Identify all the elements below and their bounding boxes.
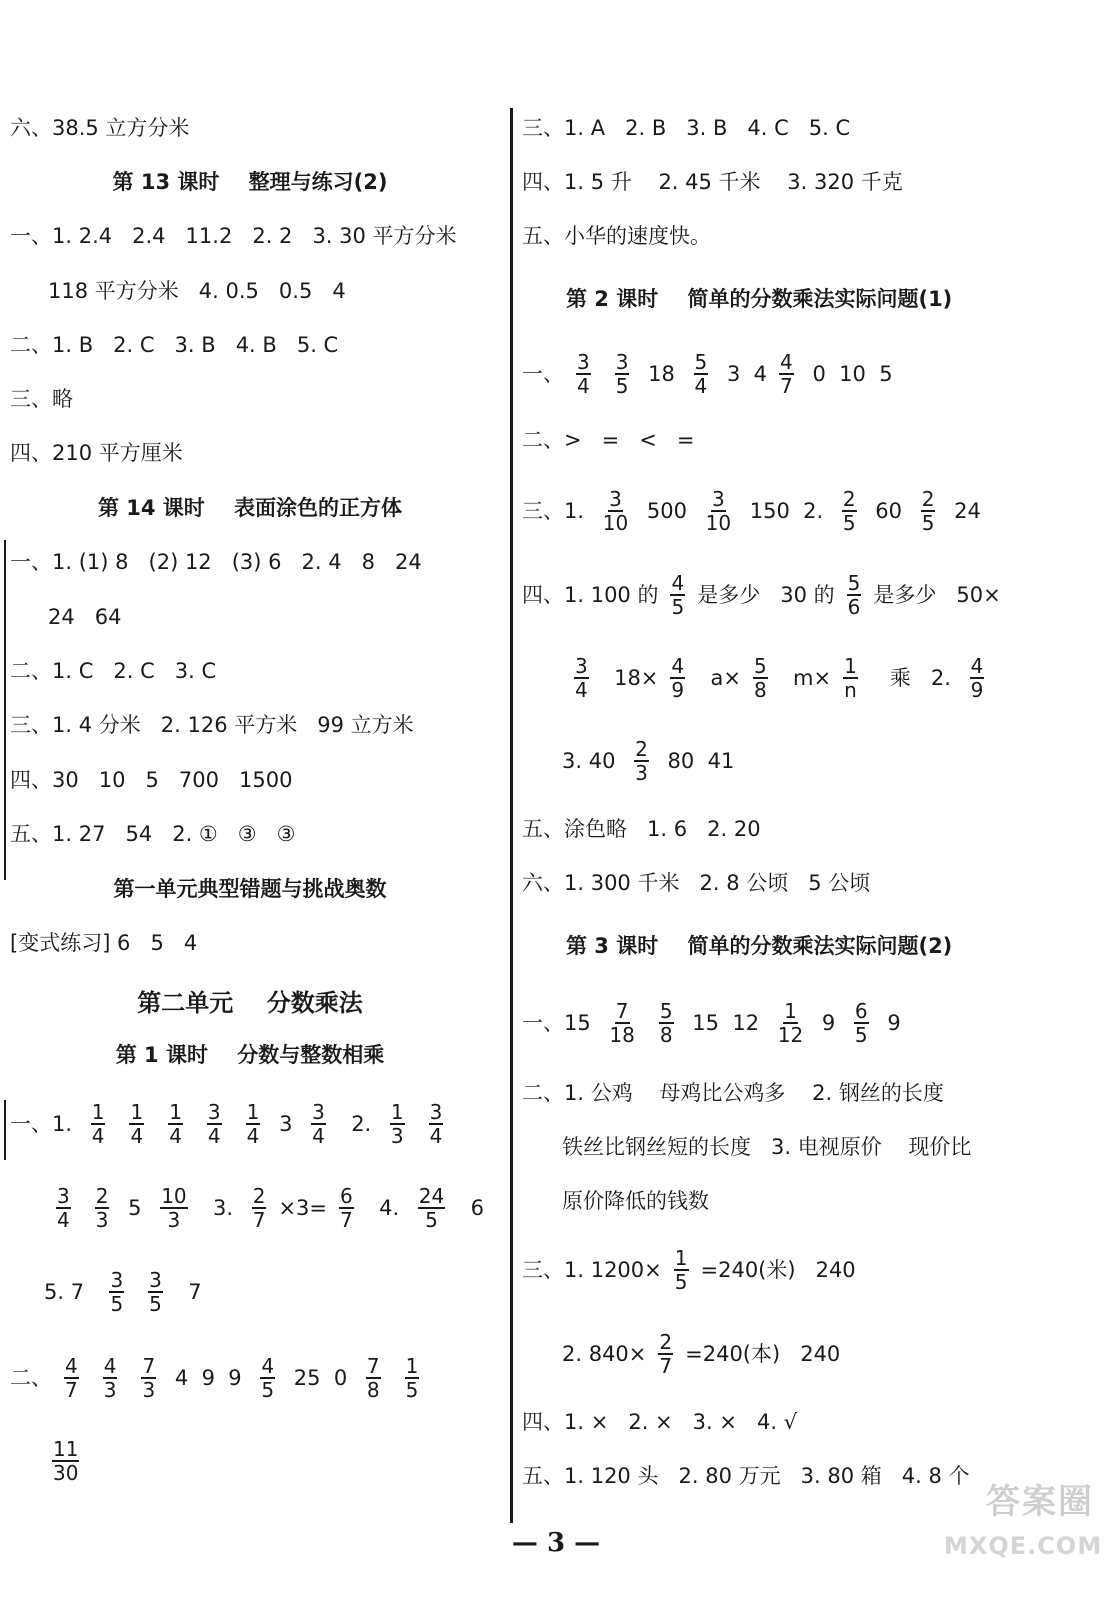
fraction-denominator: 4 bbox=[429, 1124, 443, 1148]
fraction bbox=[311, 1101, 326, 1147]
answer-line bbox=[10, 221, 457, 251]
fraction-numerator: 24 bbox=[418, 1184, 445, 1208]
fraction bbox=[854, 1000, 869, 1046]
answer-line bbox=[522, 1000, 901, 1046]
fraction-denominator: 7 bbox=[780, 374, 793, 398]
fraction bbox=[694, 351, 709, 397]
fraction-numerator: 4 bbox=[970, 654, 984, 678]
answer-line bbox=[562, 655, 996, 701]
fraction bbox=[252, 1185, 267, 1231]
answer-text: 乘 2. bbox=[869, 666, 958, 690]
fraction bbox=[670, 572, 685, 618]
fraction bbox=[674, 1247, 689, 1293]
answer-line bbox=[522, 1461, 970, 1491]
fraction-denominator: 4 bbox=[169, 1124, 182, 1148]
answer-text: 第 1 课时 分数与整数相乘 bbox=[115, 1043, 385, 1067]
fraction-numerator: 3 bbox=[575, 654, 588, 678]
fraction-denominator: 5 bbox=[261, 1378, 275, 1402]
answer-line bbox=[44, 1269, 202, 1315]
answer-text: 9 bbox=[880, 1011, 901, 1035]
fraction bbox=[970, 655, 985, 701]
answer-line bbox=[562, 1331, 840, 1377]
answer-line bbox=[522, 572, 1001, 618]
answer-text: 500 bbox=[640, 499, 694, 523]
fraction-numerator: 4 bbox=[65, 1354, 78, 1378]
answer-text: 一、 bbox=[522, 362, 564, 386]
section-heading bbox=[0, 493, 500, 523]
answer-text: 2. bbox=[337, 1112, 378, 1136]
fraction-numerator: 2 bbox=[659, 1330, 673, 1354]
fraction-numerator: 1 bbox=[169, 1100, 182, 1124]
fraction-numerator: 6 bbox=[340, 1184, 353, 1208]
fraction bbox=[390, 1101, 405, 1147]
answer-line bbox=[522, 1078, 944, 1108]
answer-text: 六、38.5 立方分米 bbox=[10, 116, 190, 140]
fraction bbox=[129, 1101, 144, 1147]
fraction-denominator: 6 bbox=[847, 595, 861, 619]
fraction-denominator: 9 bbox=[970, 678, 984, 702]
fraction bbox=[260, 1355, 275, 1401]
fraction bbox=[576, 351, 591, 397]
fraction-numerator: 1 bbox=[844, 654, 857, 678]
fraction bbox=[574, 655, 589, 701]
fraction bbox=[339, 1185, 354, 1231]
fraction-numerator: 3 bbox=[429, 1100, 443, 1124]
fraction-denominator: 7 bbox=[252, 1208, 266, 1232]
answer-text: 150 2. bbox=[743, 499, 830, 523]
fraction bbox=[56, 1185, 71, 1231]
answer-text: 二、1. 公鸡 母鸡比公鸡多 2. 钢丝的长度 bbox=[522, 1081, 944, 1105]
fraction bbox=[366, 1355, 381, 1401]
answer-text: 二、 bbox=[10, 1366, 52, 1390]
answer-line bbox=[522, 167, 903, 197]
answer-line bbox=[10, 438, 183, 468]
answer-text: 第 13 课时 整理与练习(2) bbox=[112, 170, 388, 194]
watermark-logo bbox=[944, 1474, 1103, 1584]
fraction-denominator: 18 bbox=[609, 1023, 635, 1047]
fraction-denominator: 3 bbox=[103, 1378, 117, 1402]
answer-line bbox=[10, 656, 216, 686]
fraction bbox=[207, 1101, 222, 1147]
fraction-numerator: 5 bbox=[847, 571, 861, 595]
fraction bbox=[64, 1355, 79, 1401]
fraction-denominator: 5 bbox=[110, 1292, 124, 1316]
fraction-denominator: 7 bbox=[659, 1354, 673, 1378]
fraction-denominator: 8 bbox=[753, 678, 767, 702]
section-heading bbox=[0, 874, 500, 904]
fraction bbox=[91, 1101, 106, 1147]
fraction-denominator: 10 bbox=[705, 511, 732, 535]
fraction-numerator: 2 bbox=[252, 1184, 266, 1208]
fraction bbox=[429, 1101, 444, 1147]
answer-text: 第一单元典型错题与挑战奥数 bbox=[113, 877, 387, 901]
answer-line bbox=[566, 284, 952, 314]
answer-text: 24 64 bbox=[48, 605, 122, 629]
fraction-numerator: 2 bbox=[842, 487, 856, 511]
fraction-denominator: 3 bbox=[390, 1124, 404, 1148]
fraction-numerator: 6 bbox=[854, 999, 868, 1023]
fraction bbox=[246, 1101, 261, 1147]
answer-line bbox=[522, 488, 981, 534]
answer-text: 一、1. bbox=[10, 1112, 79, 1136]
fraction-denominator: 5 bbox=[425, 1208, 438, 1232]
fraction-numerator: 1 bbox=[784, 999, 797, 1023]
answer-text: m× bbox=[779, 666, 832, 690]
answer-line bbox=[10, 384, 73, 414]
fraction-numerator: 11 bbox=[53, 1437, 79, 1461]
fraction bbox=[634, 738, 649, 784]
fraction bbox=[753, 655, 768, 701]
answer-text: 三、1. A 2. B 3. B 4. C 5. C bbox=[522, 116, 851, 140]
fraction-numerator: 3 bbox=[609, 487, 622, 511]
answer-text: 是多少 30 的 bbox=[697, 583, 835, 607]
answer-text: 5. 7 bbox=[44, 1280, 98, 1304]
answer-line bbox=[10, 765, 292, 795]
fraction bbox=[148, 1269, 163, 1315]
answer-text: 2. 840× bbox=[562, 1342, 647, 1366]
answer-line bbox=[562, 738, 734, 784]
fraction-numerator: 4 bbox=[780, 350, 793, 374]
answer-text: 3. 40 bbox=[562, 749, 623, 773]
answer-text: 25 0 bbox=[287, 1366, 354, 1390]
fraction-numerator: 3 bbox=[312, 1100, 325, 1124]
fraction-numerator: 3 bbox=[711, 487, 725, 511]
answer-line bbox=[522, 814, 761, 844]
fraction bbox=[659, 1000, 674, 1046]
section-heading bbox=[0, 167, 500, 197]
fraction bbox=[778, 1000, 803, 1046]
fraction-numerator: 5 bbox=[694, 350, 708, 374]
answer-text: 一、15 bbox=[522, 1011, 598, 1035]
fraction-numerator: 7 bbox=[615, 999, 629, 1023]
answer-line bbox=[10, 113, 189, 143]
fraction bbox=[847, 572, 862, 618]
fraction-numerator: 2 bbox=[635, 737, 648, 761]
watermark-url: MXQE.COM bbox=[944, 1532, 1103, 1560]
answer-text: 第二单元 分数乘法 bbox=[137, 989, 363, 1017]
fraction-denominator: 4 bbox=[246, 1124, 260, 1148]
answer-text: 三、略 bbox=[10, 387, 73, 411]
fraction bbox=[52, 1438, 79, 1484]
fraction-denominator: 5 bbox=[149, 1292, 162, 1316]
answer-text: 五、涂色略 1. 6 2. 20 bbox=[522, 817, 761, 841]
answer-text: 三、1. 4 分米 2. 126 平方米 99 立方米 bbox=[10, 713, 414, 737]
answer-text: 一、1. (1) 8 (2) 12 (3) 6 2. 4 8 24 bbox=[10, 550, 422, 574]
fraction-denominator: n bbox=[844, 678, 857, 702]
answer-text: 二、1. B 2. C 3. B 4. B 5. C bbox=[10, 333, 339, 357]
watermark-text: 答案圈 bbox=[986, 1482, 1094, 1522]
column-divider bbox=[510, 108, 513, 1523]
fraction-numerator: 3 bbox=[149, 1268, 162, 1292]
answer-text: 5 bbox=[121, 1196, 149, 1220]
left-margin-mark bbox=[4, 540, 6, 880]
fraction-denominator: 4 bbox=[577, 374, 590, 398]
answer-text: 3 4 bbox=[720, 362, 768, 386]
fraction-numerator: 3 bbox=[615, 350, 629, 374]
answer-text: 三、1. 1200× bbox=[522, 1258, 662, 1282]
answer-line bbox=[10, 710, 414, 740]
fraction-numerator: 2 bbox=[95, 1184, 109, 1208]
answer-text: 第 14 课时 表面涂色的正方体 bbox=[97, 496, 403, 520]
fraction bbox=[603, 488, 628, 534]
fraction bbox=[921, 488, 936, 534]
fraction bbox=[103, 1355, 118, 1401]
answer-text: 四、210 平方厘米 bbox=[10, 441, 183, 465]
answer-line bbox=[10, 928, 197, 958]
fraction-denominator: 5 bbox=[842, 511, 856, 535]
fraction-denominator: 30 bbox=[53, 1461, 79, 1485]
fraction-denominator: 4 bbox=[130, 1124, 144, 1148]
fraction-numerator: 5 bbox=[659, 999, 673, 1023]
answer-text: 铁丝比钢丝短的长度 3. 电视原价 现价比 bbox=[562, 1135, 972, 1159]
answer-text: 第 3 课时 简单的分数乘法实际问题(2) bbox=[566, 934, 953, 958]
fraction-denominator: 12 bbox=[777, 1023, 804, 1047]
answer-line bbox=[10, 1101, 455, 1147]
fraction-denominator: 5 bbox=[921, 511, 935, 535]
fraction bbox=[843, 655, 858, 701]
answer-text: 二、> = < = bbox=[522, 428, 695, 452]
answer-text: 二、1. C 2. C 3. C bbox=[10, 659, 217, 683]
answer-text: 7 bbox=[174, 1280, 202, 1304]
fraction-numerator: 3 bbox=[110, 1268, 124, 1292]
fraction bbox=[658, 1331, 673, 1377]
fraction-denominator: 5 bbox=[674, 1270, 688, 1294]
fraction-denominator: 8 bbox=[366, 1378, 380, 1402]
fraction-denominator: 8 bbox=[659, 1023, 673, 1047]
fraction-numerator: 7 bbox=[142, 1354, 156, 1378]
answer-line bbox=[566, 931, 952, 961]
fraction bbox=[609, 1000, 634, 1046]
fraction-numerator: 5 bbox=[753, 654, 767, 678]
fraction bbox=[706, 488, 731, 534]
answer-text: 原价降低的钱数 bbox=[562, 1189, 709, 1213]
fraction-denominator: 4 bbox=[575, 678, 588, 702]
answer-line bbox=[40, 1438, 91, 1484]
answer-line bbox=[44, 1185, 484, 1231]
answer-line bbox=[10, 547, 422, 577]
answer-line bbox=[562, 1186, 709, 1216]
fraction-denominator: 3 bbox=[635, 761, 648, 785]
fraction-denominator: 5 bbox=[615, 374, 629, 398]
answer-text: =240(米) 240 bbox=[700, 1258, 856, 1282]
answer-line bbox=[522, 868, 870, 898]
left-margin-mark bbox=[4, 1100, 6, 1160]
fraction-numerator: 1 bbox=[390, 1100, 404, 1124]
fraction bbox=[779, 351, 794, 397]
fraction-denominator: 3 bbox=[95, 1208, 109, 1232]
fraction-numerator: 1 bbox=[246, 1100, 260, 1124]
fraction bbox=[95, 1185, 110, 1231]
fraction bbox=[168, 1101, 183, 1147]
answer-text: 4 9 9 bbox=[168, 1366, 249, 1390]
fraction bbox=[405, 1355, 420, 1401]
answer-line bbox=[10, 1355, 431, 1401]
fraction-numerator: 1 bbox=[405, 1354, 419, 1378]
fraction-numerator: 4 bbox=[261, 1354, 275, 1378]
fraction-denominator: 9 bbox=[671, 678, 685, 702]
answer-text: 四、1. 5 升 2. 45 千米 3. 320 千克 bbox=[522, 170, 903, 194]
answer-text: 18× bbox=[600, 666, 659, 690]
answer-text: 第 2 课时 简单的分数乘法实际问题(1) bbox=[566, 287, 953, 311]
answer-text: 0 10 5 bbox=[805, 362, 893, 386]
fraction bbox=[842, 488, 857, 534]
fraction-numerator: 4 bbox=[103, 1354, 117, 1378]
answer-text: 3 bbox=[272, 1112, 300, 1136]
fraction-denominator: 3 bbox=[167, 1208, 181, 1232]
fraction-denominator: 4 bbox=[91, 1124, 105, 1148]
fraction bbox=[670, 655, 685, 701]
fraction-denominator: 5 bbox=[854, 1023, 868, 1047]
answer-line bbox=[48, 276, 346, 306]
answer-line bbox=[522, 1407, 797, 1437]
answer-line bbox=[522, 113, 850, 143]
fraction-denominator: 5 bbox=[671, 595, 685, 619]
answer-text: ×3= bbox=[278, 1196, 327, 1220]
answer-text: 4. bbox=[365, 1196, 406, 1220]
answer-text: 五、1. 120 头 2. 80 万元 3. 80 箱 4. 8 个 bbox=[522, 1464, 970, 1488]
fraction bbox=[418, 1185, 445, 1231]
fraction-numerator: 3 bbox=[577, 350, 590, 374]
answer-text: 80 41 bbox=[660, 749, 735, 773]
answer-text: 24 bbox=[947, 499, 981, 523]
answer-text: 三、1. bbox=[522, 499, 591, 523]
fraction bbox=[109, 1269, 124, 1315]
answer-line bbox=[522, 221, 711, 251]
answer-text: 四、1. 100 的 bbox=[522, 583, 659, 607]
fraction-numerator: 4 bbox=[671, 571, 685, 595]
answer-line bbox=[48, 602, 121, 632]
answer-text: 3. bbox=[199, 1196, 240, 1220]
answer-text: =240(本) 240 bbox=[685, 1342, 841, 1366]
answer-text: 五、小华的速度快。 bbox=[522, 224, 711, 248]
answer-text: [变式练习] 6 5 4 bbox=[10, 931, 198, 955]
fraction-denominator: 4 bbox=[312, 1124, 325, 1148]
fraction-numerator: 3 bbox=[57, 1184, 70, 1208]
answer-text: 9 bbox=[815, 1011, 842, 1035]
fraction-numerator: 10 bbox=[161, 1184, 187, 1208]
answer-text: 四、30 10 5 700 1500 bbox=[10, 768, 293, 792]
answer-text: 6 bbox=[457, 1196, 484, 1220]
answer-text: 四、1. × 2. × 3. × 4. √ bbox=[522, 1410, 798, 1434]
fraction-denominator: 4 bbox=[207, 1124, 221, 1148]
answer-text: 15 12 bbox=[685, 1011, 766, 1035]
fraction bbox=[160, 1185, 187, 1231]
fraction-denominator: 5 bbox=[405, 1378, 419, 1402]
answer-line bbox=[10, 819, 295, 849]
answer-text: 18 bbox=[641, 362, 682, 386]
page-number: — 3 — bbox=[511, 1528, 601, 1558]
fraction-numerator: 1 bbox=[91, 1100, 105, 1124]
fraction-numerator: 3 bbox=[207, 1100, 221, 1124]
fraction-denominator: 7 bbox=[340, 1208, 353, 1232]
fraction-numerator: 1 bbox=[130, 1100, 144, 1124]
fraction bbox=[615, 351, 630, 397]
answer-text: a× bbox=[697, 666, 741, 690]
section-heading bbox=[0, 988, 500, 1018]
answer-text: 118 平方分米 4. 0.5 0.5 4 bbox=[48, 279, 346, 303]
answer-line bbox=[522, 425, 694, 455]
section-heading bbox=[0, 1040, 500, 1070]
fraction-numerator: 1 bbox=[674, 1246, 688, 1270]
fraction bbox=[141, 1355, 156, 1401]
fraction-denominator: 10 bbox=[602, 511, 629, 535]
fraction-numerator: 7 bbox=[366, 1354, 380, 1378]
fraction-numerator: 2 bbox=[921, 487, 935, 511]
answer-text: 60 bbox=[868, 499, 909, 523]
answer-text: 一、1. 2.4 2.4 11.2 2. 2 3. 30 平方分米 bbox=[10, 224, 457, 248]
fraction-denominator: 3 bbox=[142, 1378, 156, 1402]
answer-line bbox=[10, 330, 338, 360]
fraction-numerator: 4 bbox=[671, 654, 685, 678]
answer-text: 六、1. 300 千米 2. 8 公顷 5 公顷 bbox=[522, 871, 871, 895]
answer-text: 是多少 50× bbox=[873, 583, 1001, 607]
answer-line bbox=[562, 1132, 971, 1162]
fraction-denominator: 4 bbox=[57, 1208, 70, 1232]
fraction-denominator: 4 bbox=[694, 374, 708, 398]
answer-text: 五、1. 27 54 2. ① ③ ③ bbox=[10, 822, 296, 846]
answer-line bbox=[522, 351, 893, 397]
answer-line bbox=[522, 1247, 856, 1293]
fraction-denominator: 7 bbox=[65, 1378, 78, 1402]
